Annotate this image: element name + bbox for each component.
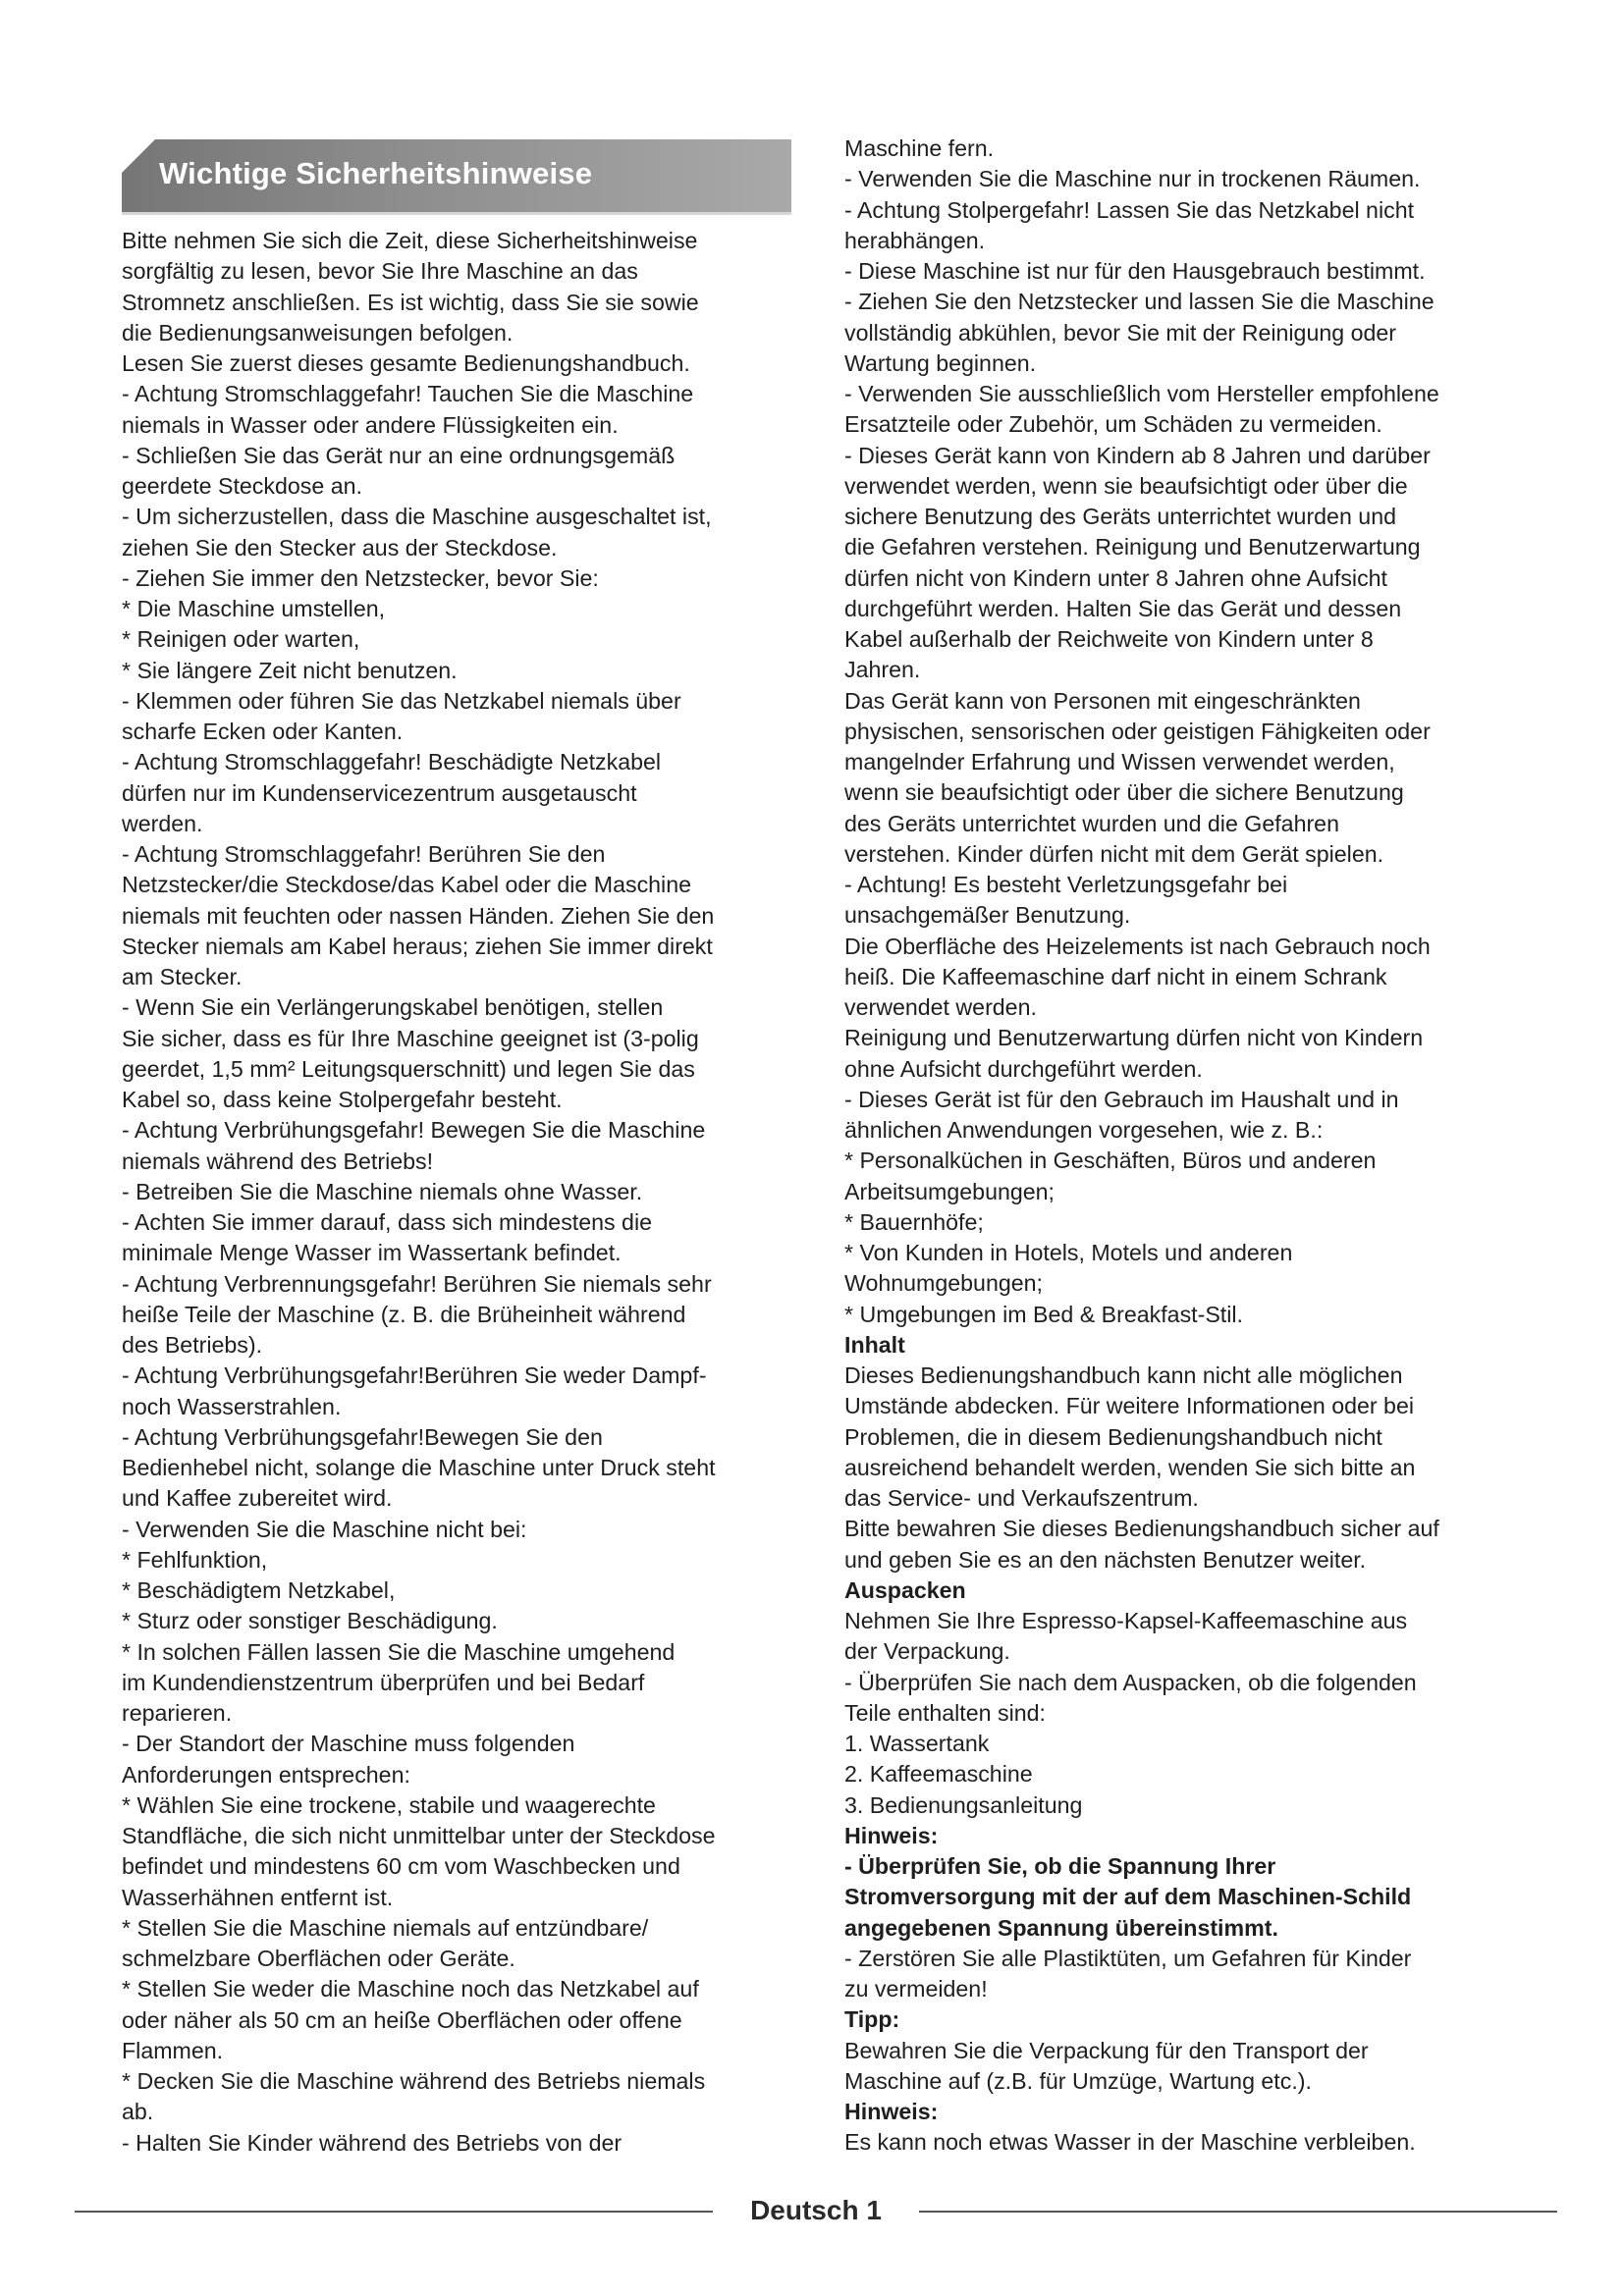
text-line: 1. Wassertank xyxy=(844,1731,990,1756)
text-line: geerdete Steckdose an. xyxy=(122,473,362,499)
text-line: Kabel außerhalb der Reichweite von Kindern unter 8 xyxy=(844,626,1374,652)
text-line: - Betreiben Sie die Maschine niemals ohne Wasser. xyxy=(122,1178,643,1204)
text-line: sorgfältig zu lesen, bevor Sie Ihre Maschine an das xyxy=(122,258,638,285)
text-line: * Reinigen oder warten, xyxy=(122,626,360,653)
text-line: - Verwenden Sie die Maschine nicht bei: xyxy=(122,1516,527,1542)
text-line: Lesen Sie zuerst dieses gesamte Bedienungshandbuch. xyxy=(122,350,690,376)
text-line: vollständig abkühlen, bevor Sie mit der Reinigung oder xyxy=(844,319,1396,346)
text-line: - Zerstören Sie alle Plastiktüten, um Gefahren für Kinder xyxy=(844,1945,1412,1971)
footer-rule-right xyxy=(919,2211,1557,2213)
text-line: geerdet, 1,5 mm² Leitungsquerschnitt) und legen Sie das xyxy=(122,1055,695,1082)
text-line: - Achtung Verbrennungsgefahr! Berühren Sie niemals sehr xyxy=(122,1270,712,1297)
text-line: scharfe Ecken oder Kanten. xyxy=(122,719,404,744)
text-line: am Stecker. xyxy=(122,964,243,989)
text-line: Bewahren Sie die Verpackung für den Transport der xyxy=(844,2037,1369,2063)
text-line: mangelnder Erfahrung und Wissen verwendet werden, xyxy=(844,749,1395,774)
text-line: schmelzbare Oberflächen oder Geräte. xyxy=(122,1946,515,1971)
text-line: und geben Sie es an den nächsten Benutzer weiter. xyxy=(844,1546,1367,1573)
text-line: noch Wasserstrahlen. xyxy=(122,1393,342,1419)
text-line: Anforderungen entsprechen: xyxy=(122,1761,410,1788)
text-line: - Achtung! Es besteht Verletzungsgefahr bei xyxy=(844,872,1288,897)
text-line: - Diese Maschine ist nur für den Hausgebrauch bestimmt. xyxy=(844,258,1426,284)
text-line: sichere Benutzung des Geräts unterrichtet wurden und xyxy=(844,504,1396,529)
text-line: - Ziehen Sie den Netzstecker und lassen Sie die Maschine xyxy=(844,289,1435,315)
text-line: * Die Maschine umstellen, xyxy=(122,596,386,621)
text-line: Reinigung und Benutzerwartung dürfen nicht von Kindern xyxy=(844,1025,1424,1051)
text-line: - Achtung Verbrühungsgefahr!Berühren Sie weder Dampf- xyxy=(122,1362,707,1389)
text-line: physischen, sensorischen oder geistigen Fähigkeiten oder xyxy=(844,718,1431,744)
text-line: 2. Kaffeemaschine xyxy=(844,1761,1033,1788)
text-line: Inhalt xyxy=(844,1331,905,1358)
text-line: der Verpackung. xyxy=(844,1638,1010,1665)
text-line: verwendet werden, wenn sie beaufsichtigt oder über die xyxy=(844,472,1408,499)
text-line: * Umgebungen im Bed & Breakfast-Stil. xyxy=(844,1301,1243,1327)
text-line: * In solchen Fällen lassen Sie die Maschine umgehend xyxy=(122,1638,676,1665)
text-line: Standfläche, die sich nicht unmittelbar unter der Steckdose xyxy=(122,1823,716,1848)
text-line: Nehmen Sie Ihre Espresso-Kapsel-Kaffeemaschine aus xyxy=(844,1608,1408,1633)
text-line: * Bauernhöfe; xyxy=(844,1208,984,1235)
right-text-column xyxy=(844,133,1532,2159)
section-title: Wichtige Sicherheitshinweise xyxy=(159,156,593,190)
text-line: reparieren. xyxy=(122,1700,233,1726)
text-line: Kabel so, dass keine Stolpergefahr besteht. xyxy=(122,1087,563,1112)
text-line: verwendet werden. xyxy=(844,994,1037,1020)
text-line: * Fehlfunktion, xyxy=(122,1546,268,1573)
text-line: - Achtung Stromschlaggefahr! Tauchen Sie die Maschine xyxy=(122,381,694,407)
text-line: Bedienhebel nicht, solange die Maschine unter Druck steht xyxy=(122,1455,716,1480)
text-line: die Gefahren verstehen. Reinigung und Benutzerwartung xyxy=(844,534,1421,561)
text-line: Netzstecker/die Steckdose/das Kabel oder die Maschine xyxy=(122,872,692,898)
text-line: unsachgemäßer Benutzung. xyxy=(844,902,1131,929)
text-line: Die Oberfläche des Heizelements ist nach Gebrauch noch xyxy=(844,933,1431,959)
text-line: niemals in Wasser oder andere Flüssigkeiten ein. xyxy=(122,411,619,438)
text-line: Tipp: xyxy=(844,2006,900,2033)
text-line: - Überprüfen Sie nach dem Auspacken, ob die folgenden xyxy=(844,1669,1417,1695)
text-line: ziehen Sie den Stecker aus der Steckdose. xyxy=(122,534,558,561)
left-text-column xyxy=(122,226,799,2159)
text-line: - Achtung Stromschlaggefahr! Berühren Sie den xyxy=(122,841,606,867)
text-line: dürfen nur im Kundenservicezentrum ausgetauscht xyxy=(122,779,637,806)
text-line: * Sturz oder sonstiger Beschädigung. xyxy=(122,1608,498,1634)
text-line: - Wenn Sie ein Verlängerungskabel benötigen, stellen xyxy=(122,994,664,1021)
text-line: * Stellen Sie weder die Maschine noch das Netzkabel auf xyxy=(122,1976,699,2002)
text-line: Das Gerät kann von Personen mit eingeschränkten xyxy=(844,687,1361,714)
text-line: ähnlichen Anwendungen vorgesehen, wie z. B.: xyxy=(844,1117,1324,1143)
text-line: im Kundendienstzentrum überprüfen und bei Bedarf xyxy=(122,1669,645,1695)
text-line: - Klemmen oder führen Sie das Netzkabel niemals über xyxy=(122,687,681,714)
text-line: des Geräts unterrichtet wurden und die Gefahren xyxy=(844,810,1339,836)
text-line: heiße Teile der Maschine (z. B. die Brüheinheit während xyxy=(122,1301,686,1327)
text-line: Es kann noch etwas Wasser in der Maschine verbleiben. xyxy=(844,2129,1416,2156)
text-line: Hinweis: xyxy=(844,1822,939,1848)
text-line: - Verwenden Sie ausschließlich vom Hersteller empfohlene xyxy=(844,381,1439,406)
text-line: - Um sicherzustellen, dass die Maschine ausgeschaltet ist, xyxy=(122,504,712,530)
text-line: Wohnumgebungen; xyxy=(844,1270,1043,1297)
text-line: angegebenen Spannung übereinstimmt. xyxy=(844,1914,1278,1941)
text-line: * Personalküchen in Geschäften, Büros und anderen xyxy=(844,1148,1377,1174)
text-line: - Achtung Stromschlaggefahr! Beschädigte Netzkabel xyxy=(122,749,662,775)
text-line: - Achtung Stolpergefahr! Lassen Sie das Netzkabel nicht xyxy=(844,196,1415,223)
text-line: * Stellen Sie die Maschine niemals auf entzündbare/ xyxy=(122,1914,649,1941)
text-line: oder näher als 50 cm an heiße Oberflächen oder offene xyxy=(122,2006,682,2033)
text-line: Problemen, die in diesem Bedienungshandbuch nicht xyxy=(844,1423,1382,1450)
text-line: heiß. Die Kaffeemaschine darf nicht in einem Schrank xyxy=(844,963,1387,989)
text-line: - Ziehen Sie immer den Netzstecker, bevor Sie: xyxy=(122,564,599,591)
text-line: Ersatzteile oder Zubehör, um Schäden zu vermeiden. xyxy=(844,411,1382,438)
text-line: Wasserhähnen entfernt ist. xyxy=(122,1884,394,1910)
text-line: zu vermeiden! xyxy=(844,1976,988,2002)
text-line: - Achtung Verbrühungsgefahr!Bewegen Sie den xyxy=(122,1423,603,1450)
text-line: Teile enthalten sind: xyxy=(844,1699,1046,1726)
text-line: durchgeführt werden. Halten Sie das Gerät und dessen xyxy=(844,595,1402,621)
text-line: * Beschädigtem Netzkabel, xyxy=(122,1577,396,1603)
text-line: * Wählen Sie eine trockene, stabile und waagerechte xyxy=(122,1791,656,1818)
text-line: des Betriebs). xyxy=(122,1332,263,1358)
text-line: Bitte nehmen Sie sich die Zeit, diese Sicherheitshinweise xyxy=(122,228,698,253)
text-line: Hinweis: xyxy=(844,2099,939,2124)
section-banner xyxy=(122,139,791,212)
text-line: - Halten Sie Kinder während des Betriebs von der xyxy=(122,2129,623,2156)
text-line: niemals mit feuchten oder nassen Händen. Ziehen Sie den xyxy=(122,902,715,929)
text-line: - Achtung Verbrühungsgefahr! Bewegen Sie die Maschine xyxy=(122,1117,706,1144)
text-line: niemals während des Betriebs! xyxy=(122,1148,434,1174)
text-line: wenn sie beaufsichtigt oder über die sichere Benutzung xyxy=(844,779,1404,806)
text-line: Maschine fern. xyxy=(844,135,995,161)
text-line: und Kaffee zubereitet wird. xyxy=(122,1485,393,1512)
text-line: werden. xyxy=(122,810,203,836)
text-line: * Von Kunden in Hotels, Motels und anderen xyxy=(844,1240,1293,1265)
text-line: dürfen nicht von Kindern unter 8 Jahren ohne Aufsicht xyxy=(844,564,1388,591)
text-line: Sie sicher, dass es für Ihre Maschine geeignet ist (3-polig xyxy=(122,1025,699,1051)
text-line: Stromversorgung mit der auf dem Maschinen-Schild xyxy=(844,1884,1412,1910)
text-line: das Service- und Verkaufszentrum. xyxy=(844,1485,1199,1511)
text-line: Stromnetz anschließen. Es ist wichtig, dass Sie sie sowie xyxy=(122,289,699,315)
text-line: verstehen. Kinder dürfen nicht mit dem Gerät spielen. xyxy=(844,840,1384,867)
text-line: Umstände abdecken. Für weitere Informationen oder bei xyxy=(844,1393,1415,1419)
text-line: Dieses Bedienungshandbuch kann nicht alle möglichen xyxy=(844,1362,1403,1388)
text-line: befindet und mindestens 60 cm vom Waschbecken und xyxy=(122,1853,680,1880)
text-line: - Dieses Gerät ist für den Gebrauch im Haushalt und in xyxy=(844,1086,1399,1112)
text-line: - Verwenden Sie die Maschine nur in trockenen Räumen. xyxy=(844,166,1421,192)
text-line: Bitte bewahren Sie dieses Bedienungshandbuch sicher auf xyxy=(844,1516,1439,1542)
text-line: - Der Standort der Maschine muss folgenden xyxy=(122,1731,575,1757)
text-line: Flammen. xyxy=(122,2037,224,2063)
text-line: minimale Menge Wasser im Wassertank befindet. xyxy=(122,1240,622,1266)
text-line: die Bedienungsanweisungen befolgen. xyxy=(122,319,514,346)
text-line: ab. xyxy=(122,2099,154,2125)
text-line: - Schließen Sie das Gerät nur an eine ordnungsgemäß xyxy=(122,442,676,468)
text-line: Auspacken xyxy=(844,1576,966,1603)
text-line: herabhängen. xyxy=(844,227,986,253)
text-line: Maschine auf (z.B. für Umzüge, Wartung etc.). xyxy=(844,2067,1312,2094)
text-line: * Sie längere Zeit nicht benutzen. xyxy=(122,657,458,683)
text-line: - Achten Sie immer darauf, dass sich mindestens die xyxy=(122,1209,653,1235)
text-line: Wartung beginnen. xyxy=(844,349,1037,376)
text-line: 3. Bedienungsanleitung xyxy=(844,1791,1083,1818)
text-line: * Decken Sie die Maschine während des Betriebs niemals xyxy=(122,2068,706,2094)
text-line: ausreichend behandelt werden, wenden Sie sich bitte an xyxy=(844,1454,1416,1480)
text-line: - Überprüfen Sie, ob die Spannung Ihrer xyxy=(844,1853,1276,1879)
text-line: Arbeitsumgebungen; xyxy=(844,1178,1055,1204)
text-line: Stecker niemals am Kabel heraus; ziehen Sie immer direkt xyxy=(122,933,713,959)
page-footer xyxy=(75,2191,1557,2230)
text-line: Jahren. xyxy=(844,657,921,683)
text-line: - Dieses Gerät kann von Kindern ab 8 Jahren und darüber xyxy=(844,442,1431,468)
footer-rule-left xyxy=(75,2211,713,2213)
text-line: ohne Aufsicht durchgeführt werden. xyxy=(844,1055,1203,1082)
page-number-label: Deutsch 1 xyxy=(750,2195,882,2225)
